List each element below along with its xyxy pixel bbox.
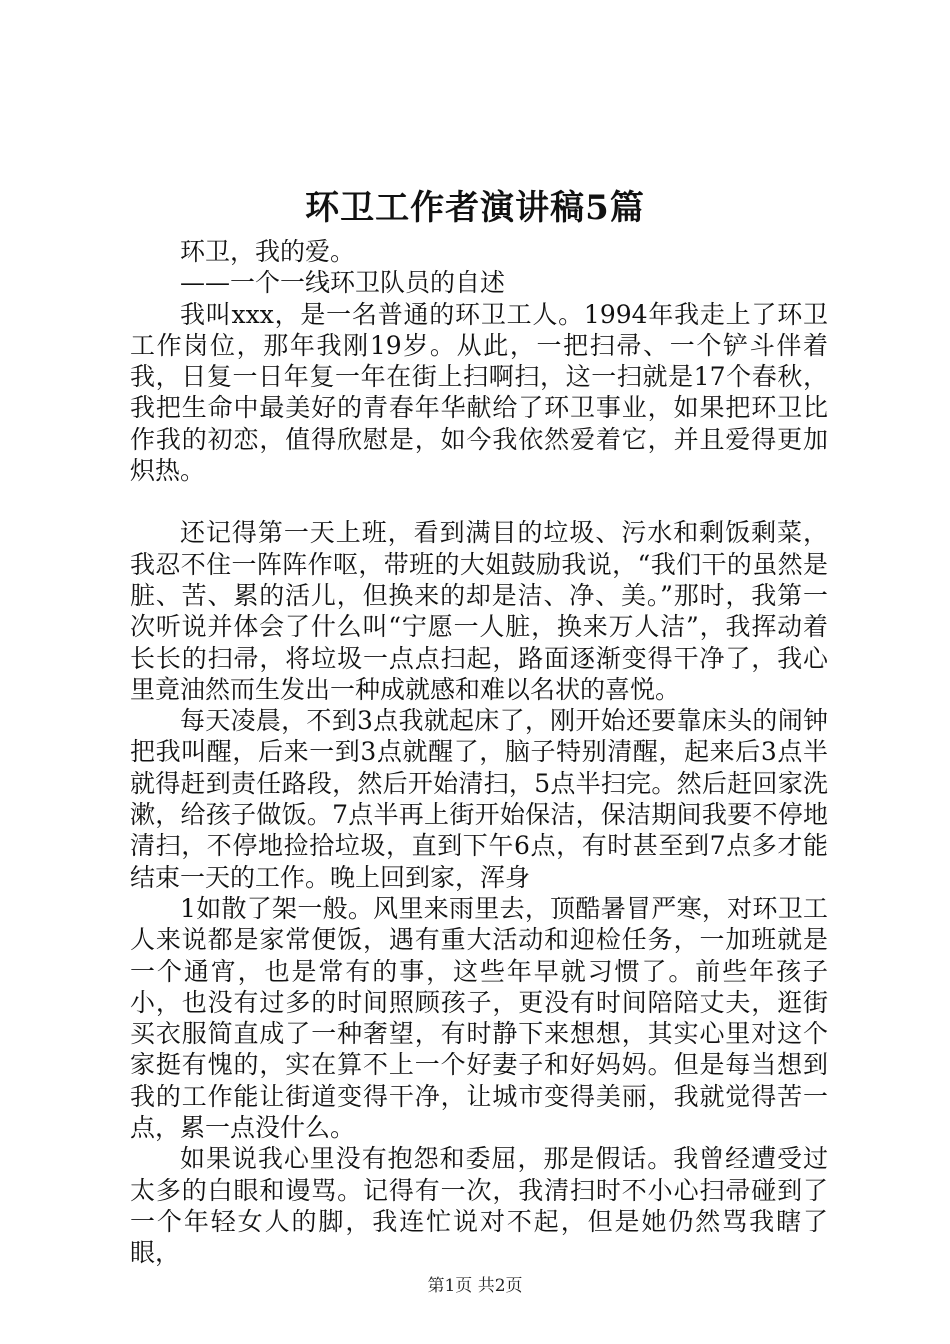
paragraph-2: ——一个一线环卫队员的自述 xyxy=(180,268,506,298)
paragraph-1: 环卫，我的爱。 xyxy=(180,237,356,266)
document-body xyxy=(130,236,828,1269)
paragraph-4: 还记得第一天上班，看到满目的垃圾、污水和剩饭剩菜，我忍不住一阵阵作呕，带班的大姐鼓励我说，“我们干的虽然是脏、苦、累的活儿，但换来的却是洁、净、美。”那时，我第一次听说并体会了什么叫“宁愿一人脏，换来万人洁”，我挥动着长长的扫帚，将垃圾一点点扫起，路面逐渐变得干净了，我心里竟油然而生发出一种成就感和难以名状的喜悦。 xyxy=(130,518,828,704)
document-title: 环卫工作者演讲稿5篇 xyxy=(305,188,645,228)
paragraph-7: 如果说我心里没有抱怨和委屈，那是假话。我曾经遭受过太多的白眼和谩骂。记得有一次，我清扫时不小心扫帚碰到了一个年轻女人的脚，我连忙说对不起，但是她仍然骂我瞎了眼， xyxy=(130,1144,828,1268)
paragraph-3: 我叫xxx，是一名普通的环卫工人。1994年我走上了环卫工作岗位，那年我刚19岁。从此，一把扫帚、一个铲斗伴着我，日复一日年复一年在街上扫啊扫，这一扫就是17个春秋，我把生命中最美好的青春年华献给了环卫事业，如果把环卫比作我的初恋，值得欣慰是，如今我依然爱着它，并且爱得更加炽热。 xyxy=(130,299,828,486)
paragraph-5: 每天凌晨，不到3点我就起床了，刚开始还要靠床头的闹钟把我叫醒，后来一到3点就醒了，脑子特别清醒，起来后3点半就得赶到责任路段，然后开始清扫，5点半扫完。然后赶回家洗漱，给孩子做饭。7点半再上街开始保洁，保洁期间我要不停地清扫，不停地捡拾垃圾，直到下午6点，有时甚至到7点多才能结束一天的工作。晚上回到家，浑身 xyxy=(130,706,828,892)
paragraph-6: 1如散了架一般。风里来雨里去，顶酷暑冒严寒，对环卫工人来说都是家常便饭，遇有重大活动和迎检任务，一加班就是一个通宵，也是常有的事，这些年早就习惯了。前些年孩子小，也没有过多的时间照顾孩子，更没有时间陪陪丈夫，逛街买衣服简直成了一种奢望，有时静下来想想，其实心里对这个家挺有愧的，实在算不上一个好妻子和好妈妈。但是每当想到我的工作能让街道变得干净，让城市变得美丽，我就觉得苦一点，累一点没什么。 xyxy=(130,893,828,1143)
page-footer: 第1页 共2页 xyxy=(427,1276,523,1296)
paragraph-gap xyxy=(130,486,828,517)
